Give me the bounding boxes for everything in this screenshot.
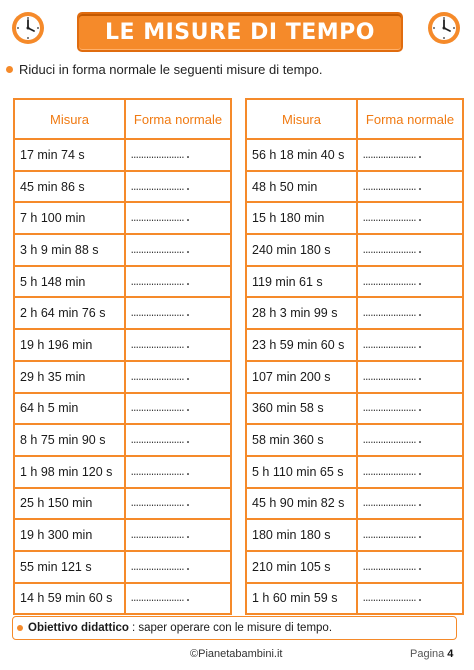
answer-blank[interactable]: ………………….: [357, 488, 463, 520]
objective-text: : saper operare con le misure di tempo.: [131, 622, 333, 634]
answer-blank[interactable]: ………………….: [357, 329, 463, 361]
measure-cell: 19 h 196 min: [14, 329, 125, 361]
instruction: [6, 62, 322, 77]
measure-cell: 180 min 180 s: [246, 519, 357, 551]
measure-cell: 5 h 110 min 65 s: [246, 456, 357, 488]
answer-blank[interactable]: ………………….: [125, 424, 231, 456]
measure-cell: 360 min 58 s: [246, 393, 357, 425]
instruction-text: Riduci in forma normale le seguenti misure di tempo.: [19, 62, 323, 77]
table-row: [14, 139, 231, 171]
answer-blank[interactable]: ………………….: [125, 519, 231, 551]
table-row: [246, 329, 463, 361]
clock-icon: [426, 10, 462, 46]
answer-blank[interactable]: ………………….: [357, 393, 463, 425]
answer-blank[interactable]: ………………….: [357, 234, 463, 266]
table-row: [14, 202, 231, 234]
exercise-table-left: [13, 98, 232, 615]
answer-blank[interactable]: ………………….: [125, 171, 231, 203]
table-row: [14, 393, 231, 425]
measure-cell: 23 h 59 min 60 s: [246, 329, 357, 361]
answer-blank[interactable]: ………………….: [357, 519, 463, 551]
table-row: [246, 202, 463, 234]
column-header-measure: Misura: [246, 99, 357, 139]
measure-cell: 17 min 74 s: [14, 139, 125, 171]
clock-icon: [10, 10, 46, 46]
table-row: [14, 171, 231, 203]
measure-cell: 15 h 180 min: [246, 202, 357, 234]
measure-cell: 8 h 75 min 90 s: [14, 424, 125, 456]
answer-blank[interactable]: ………………….: [357, 266, 463, 298]
answer-blank[interactable]: ………………….: [357, 202, 463, 234]
column-header-normal-form: Forma normale: [125, 99, 231, 139]
answer-blank[interactable]: ………………….: [125, 456, 231, 488]
objective-box: [12, 616, 457, 640]
answer-blank[interactable]: ………………….: [357, 361, 463, 393]
page-title: LE MISURE DI TEMPO: [105, 19, 375, 45]
answer-blank[interactable]: ………………….: [357, 424, 463, 456]
measure-cell: 1 h 60 min 59 s: [246, 583, 357, 615]
answer-blank[interactable]: ………………….: [125, 329, 231, 361]
footer-brand: ©Pianetabambini.it: [190, 648, 283, 660]
bullet-icon: [6, 66, 13, 73]
answer-blank[interactable]: ………………….: [125, 361, 231, 393]
exercise-rows-right: [246, 139, 463, 614]
answer-blank[interactable]: ………………….: [125, 266, 231, 298]
measure-cell: 119 min 61 s: [246, 266, 357, 298]
measure-cell: 28 h 3 min 99 s: [246, 297, 357, 329]
page-label: Pagina: [410, 648, 445, 660]
answer-blank[interactable]: ………………….: [125, 202, 231, 234]
answer-blank[interactable]: ………………….: [357, 583, 463, 615]
measure-cell: 14 h 59 min 60 s: [14, 583, 125, 615]
table-row: [246, 583, 463, 615]
table-row: [14, 519, 231, 551]
table-row: [246, 488, 463, 520]
table-row: [14, 329, 231, 361]
table-row: [246, 266, 463, 298]
measure-cell: 29 h 35 min: [14, 361, 125, 393]
table-row: [14, 297, 231, 329]
measure-cell: 3 h 9 min 88 s: [14, 234, 125, 266]
measure-cell: 55 min 121 s: [14, 551, 125, 583]
measure-cell: 5 h 148 min: [14, 266, 125, 298]
answer-blank[interactable]: ………………….: [125, 297, 231, 329]
measure-cell: 25 h 150 min: [14, 488, 125, 520]
measure-cell: 56 h 18 min 40 s: [246, 139, 357, 171]
table-row: [14, 583, 231, 615]
answer-blank[interactable]: ………………….: [357, 551, 463, 583]
table-row: [246, 171, 463, 203]
table-row: [14, 424, 231, 456]
title-banner: [77, 12, 403, 52]
answer-blank[interactable]: ………………….: [125, 234, 231, 266]
answer-blank[interactable]: ………………….: [125, 583, 231, 615]
table-row: [14, 361, 231, 393]
answer-blank[interactable]: ………………….: [357, 171, 463, 203]
table-row: [246, 139, 463, 171]
table-row: [246, 519, 463, 551]
answer-blank[interactable]: ………………….: [125, 393, 231, 425]
measure-cell: 45 min 86 s: [14, 171, 125, 203]
answer-blank[interactable]: ………………….: [125, 488, 231, 520]
page-number: 4: [447, 648, 454, 660]
bullet-icon: [17, 625, 23, 631]
objective-label: Obiettivo didattico: [28, 622, 129, 634]
table-row: [246, 393, 463, 425]
answer-blank[interactable]: ………………….: [125, 139, 231, 171]
table-row: [14, 551, 231, 583]
table-row: [246, 297, 463, 329]
column-header-normal-form: Forma normale: [357, 99, 463, 139]
measure-cell: 1 h 98 min 120 s: [14, 456, 125, 488]
footer-page: [410, 648, 453, 660]
measure-cell: 64 h 5 min: [14, 393, 125, 425]
measure-cell: 2 h 64 min 76 s: [14, 297, 125, 329]
answer-blank[interactable]: ………………….: [125, 551, 231, 583]
measure-cell: 19 h 300 min: [14, 519, 125, 551]
table-row: [246, 424, 463, 456]
table-row: [14, 488, 231, 520]
measure-cell: 7 h 100 min: [14, 202, 125, 234]
table-row: [14, 234, 231, 266]
table-row: [246, 551, 463, 583]
answer-blank[interactable]: ………………….: [357, 456, 463, 488]
measure-cell: 45 h 90 min 82 s: [246, 488, 357, 520]
table-row: [246, 361, 463, 393]
table-row: [246, 456, 463, 488]
answer-blank[interactable]: ………………….: [357, 139, 463, 171]
measure-cell: 48 h 50 min: [246, 171, 357, 203]
answer-blank[interactable]: ………………….: [357, 297, 463, 329]
table-row: [14, 266, 231, 298]
table-row: [246, 234, 463, 266]
measure-cell: 107 min 200 s: [246, 361, 357, 393]
exercise-table-right: [245, 98, 464, 615]
table-row: [14, 456, 231, 488]
measure-cell: 210 min 105 s: [246, 551, 357, 583]
column-header-measure: Misura: [14, 99, 125, 139]
measure-cell: 58 min 360 s: [246, 424, 357, 456]
exercise-rows-left: [14, 139, 231, 614]
measure-cell: 240 min 180 s: [246, 234, 357, 266]
